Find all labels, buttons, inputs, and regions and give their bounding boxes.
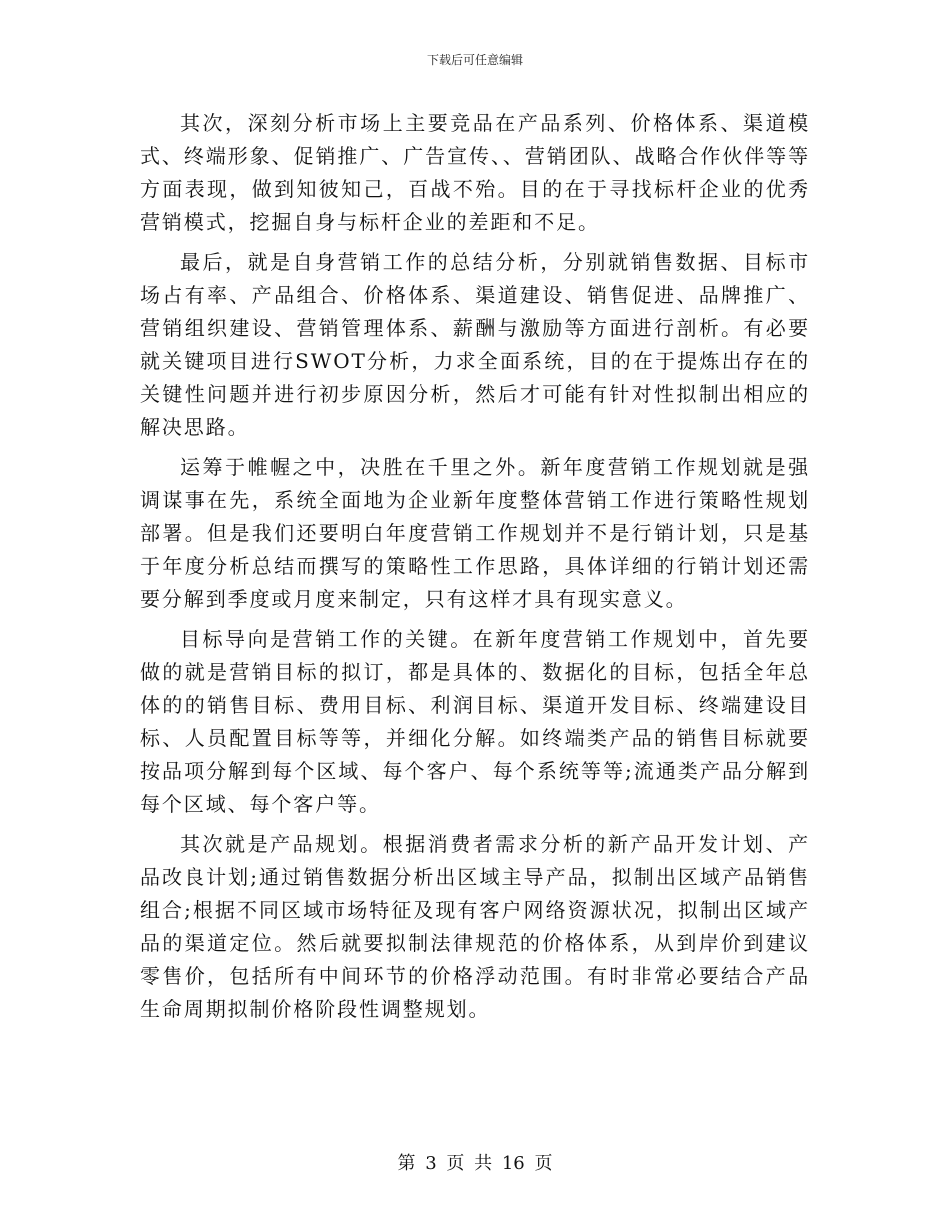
paragraph-competitor-analysis: 其次，深刻分析市场上主要竞品在产品系列、价格体系、渠道模式、终端形象、促销推广、广告宣传、、营销团队、战略合作伙伴等等方面表现，做到知彼知己，百战不殆。目的在于寻找标杆企业的优秀营销模式，挖掘自身与标杆企业的差距和不足。 <box>140 111 810 234</box>
paragraph-self-analysis: 最后，就是自身营销工作的总结分析，分别就销售数据、目标市场占有率、产品组合、价格体系、渠道建设、销售促进、品牌推广、营销组织建设、营销管理体系、薪酬与激励等方面进行剖析。有必要就关键项目进行SWOT分析，力求全面系统，目的在于提炼出存在的关键性问题并进行初步原因分析，然后才可能有针对性拟制出相应的解决思路。 <box>140 250 810 439</box>
page-header: 下载后可任意编辑 <box>426 53 523 67</box>
paragraph-annual-planning: 运筹于帷幄之中，决胜在千里之外。新年度营销工作规划就是强调谋事在先，系统全面地为企业新年度整体营销工作进行策略性规划部署。但是我们还要明白年度营销工作规划并不是行销计划，只是基于年度分析总结而撰写的策略性工作思路，具体详细的行销计划还需要分解到季度或月度来制定，只有这样才具有现实意义。 <box>140 455 810 611</box>
page-number-footer: 第 3 页 共 16 页 <box>397 1153 553 1174</box>
document-body <box>140 107 810 1033</box>
paragraph-goal-orientation: 目标导向是营销工作的关键。在新年度营销工作规划中，首先要做的就是营销目标的拟订，都是具体的、数据化的目标，包括全年总体的的销售目标、费用目标、利润目标、渠道开发目标、终端建设目标、人员配置目标等等，并细化分解。如终端类产品的销售目标就要按品项分解到每个区域、每个客户、每个系统等等;流通类产品分解到每个区域、每个客户等。 <box>140 627 810 816</box>
paragraph-product-planning: 其次就是产品规划。根据消费者需求分析的新产品开发计划、产品改良计划;通过销售数据分析出区域主导产品，拟制出区域产品销售组合;根据不同区域市场特征及现有客户网络资源状况，拟制出区域产品的渠道定位。然后就要拟制法律规范的价格体系，从到岸价到建议零售价，包括所有中间环节的价格浮动范围。有时非常必要结合产品生命周期拟制价格阶段性调整规划。 <box>140 832 810 1021</box>
